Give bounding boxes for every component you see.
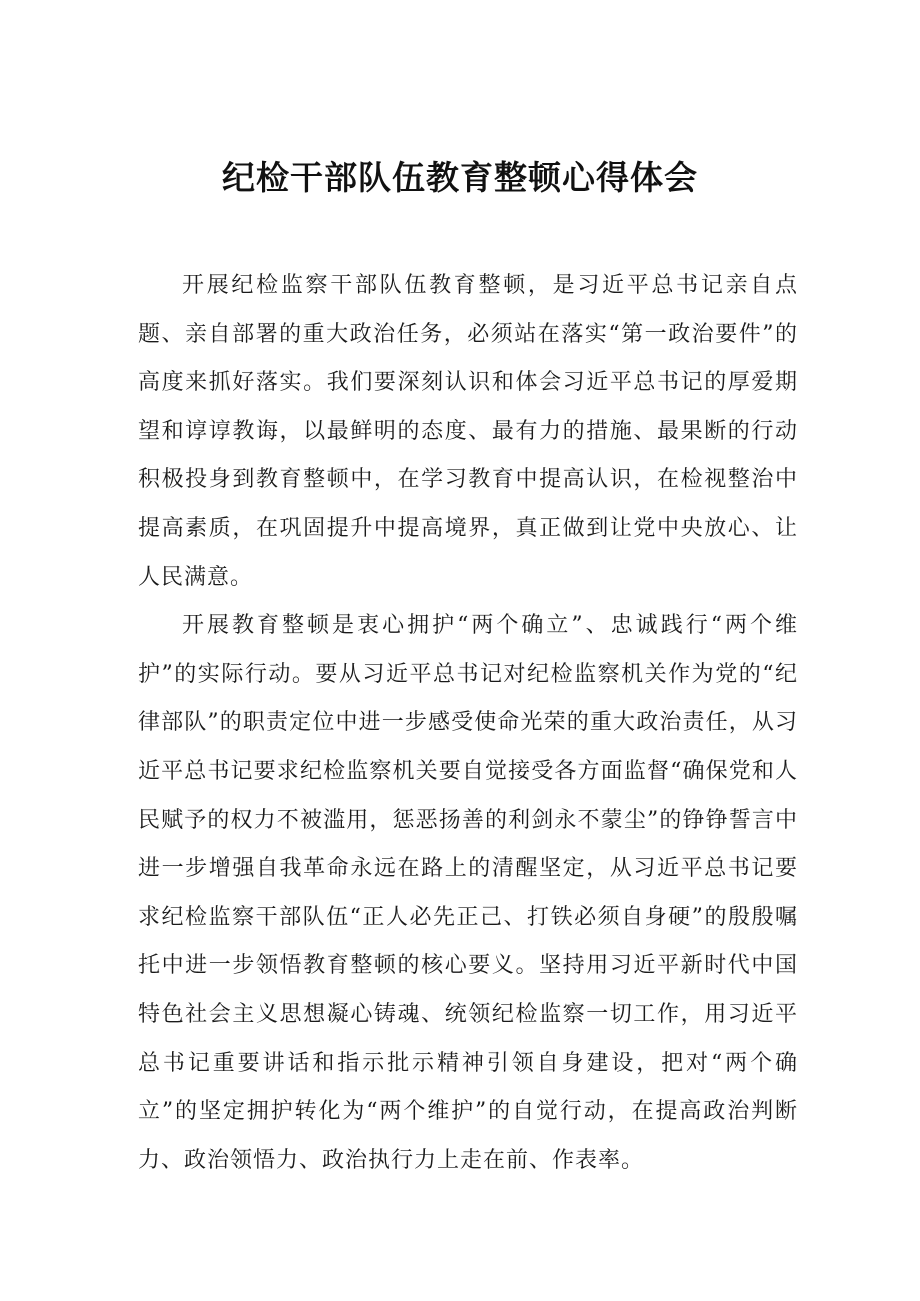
paragraph-1: 开展纪检监察干部队伍教育整顿，是习近平总书记亲自点题、亲自部署的重大政治任务，必须站在落实“第一政治要件”的高度来抓好落实。我们要深刻认识和体会习近平总书记的厚爱期望和谆谆教诲，以最鲜明的态度、最有力的措施、最果断的行动积极投身到教育整顿中，在学习教育中提高认识，在检视整治中提高素质，在巩固提升中提高境界，真正做到让党中央放心、让人民满意。 [138,273,798,590]
document-body [138,262,798,1185]
document-title: 纪检干部队伍教育整顿心得体会 [222,158,698,197]
paragraph-2: 开展教育整顿是衷心拥护“两个确立”、忠诚践行“两个维护”的实际行动。要从习近平总书记对纪检监察机关作为党的“纪律部队”的职责定位中进一步感受使命光荣的重大政治责任，从习近平总书记要求纪检监察机关要自觉接受各方面监督“确保党和人民赋予的权力不被滥用，惩恶扬善的利剑永不蒙尘”的铮铮誓言中进一步增强自我革命永远在路上的清醒坚定，从习近平总书记要求纪检监察干部队伍“正人必先正己、打铁必须自身硬”的殷殷嘱托中进一步领悟教育整顿的核心要义。坚持用习近平新时代中国特色社会主义思想凝心铸魂、统领纪检监察一切工作，用习近平总书记重要讲话和指示批示精神引领自身建设，把对“两个确立”的坚定拥护转化为“两个维护”的自觉行动，在提高政治判断力、政治领悟力、政治执行力上走在前、作表率。 [138,613,798,1173]
